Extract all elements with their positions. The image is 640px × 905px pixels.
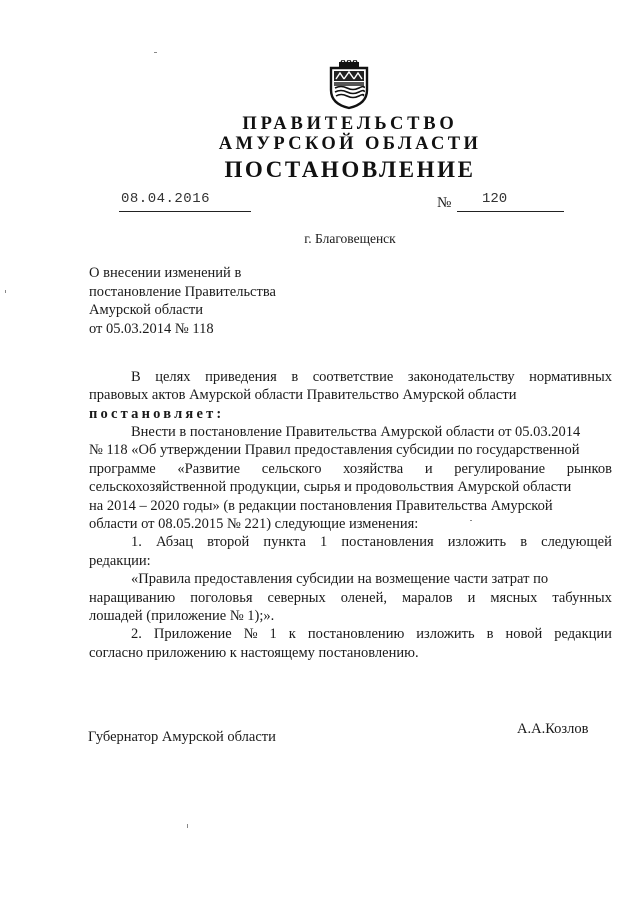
scan-speck — [5, 290, 6, 293]
date-underline — [119, 211, 251, 212]
decree-word: постановляет: — [89, 405, 225, 422]
body-line: области от 08.05.2015 № 221) следующие изменения: — [89, 516, 419, 533]
subject-line: от 05.03.2014 № 118 — [89, 321, 214, 338]
item-1-line: редакции: — [89, 552, 151, 569]
subject-line: О внесении изменений в — [89, 265, 242, 281]
preamble-line: правовых актов Амурской области Правительство Амурской области — [89, 387, 517, 404]
decree-date: 08.04.2016 — [121, 191, 211, 207]
scan-speck — [470, 520, 472, 521]
coat-of-arms-icon — [327, 60, 371, 110]
quote-line: «Правила предоставления субсидии на возмещение части затрат по — [131, 571, 549, 588]
number-sign: № — [437, 195, 452, 211]
item-2-line: согласно приложению к настоящему постановлению. — [89, 644, 419, 661]
preamble — [89, 368, 612, 423]
subject-line: постановление Правительства — [89, 283, 276, 300]
item-1-line: 1. Абзац второй пункта 1 постановления изложить в следующей — [131, 534, 612, 551]
decree-body — [89, 423, 612, 662]
header-document-type: ПОСТАНОВЛЕНИЕ — [224, 157, 476, 182]
signatory-name: А.А.Козлов — [517, 721, 589, 737]
decree-subject — [89, 264, 276, 339]
body-line: программе «Развитие сельского хозяйства и регулирование рынков — [89, 460, 612, 477]
header-region: АМУРСКОЙ ОБЛАСТИ — [218, 134, 482, 154]
number-underline — [457, 211, 564, 212]
city-name: г. Благовещенск — [304, 231, 396, 246]
subject-line: Амурской области — [89, 302, 203, 319]
signatory-position: Губернатор Амурской области — [88, 729, 276, 745]
item-2-line: 2. Приложение № 1 к постановлению изложить в новой редакции — [131, 626, 612, 643]
body-line: № 118 «Об утверждении Правил предоставления субсидии по государственной — [89, 442, 580, 459]
body-line: сельскохозяйственной продукции, сырья и продовольствия Амурской области — [89, 479, 572, 496]
decree-number: 120 — [482, 191, 508, 207]
quote-line: лошадей (приложение № 1);». — [89, 608, 275, 625]
preamble-line: В целях приведения в соответствие законодательству нормативных — [131, 369, 612, 385]
body-line: на 2014 – 2020 годы» (в редакции постановления Правительства Амурской — [89, 497, 553, 514]
body-line: Внести в постановление Правительства Амурской области от 05.03.2014 — [131, 424, 581, 440]
header-government: ПРАВИТЕЛЬСТВО — [242, 114, 458, 134]
scan-speck — [154, 52, 157, 53]
quote-line: наращиванию поголовья северных оленей, маралов и мясных табунных — [89, 589, 612, 606]
scan-speck — [187, 824, 188, 828]
